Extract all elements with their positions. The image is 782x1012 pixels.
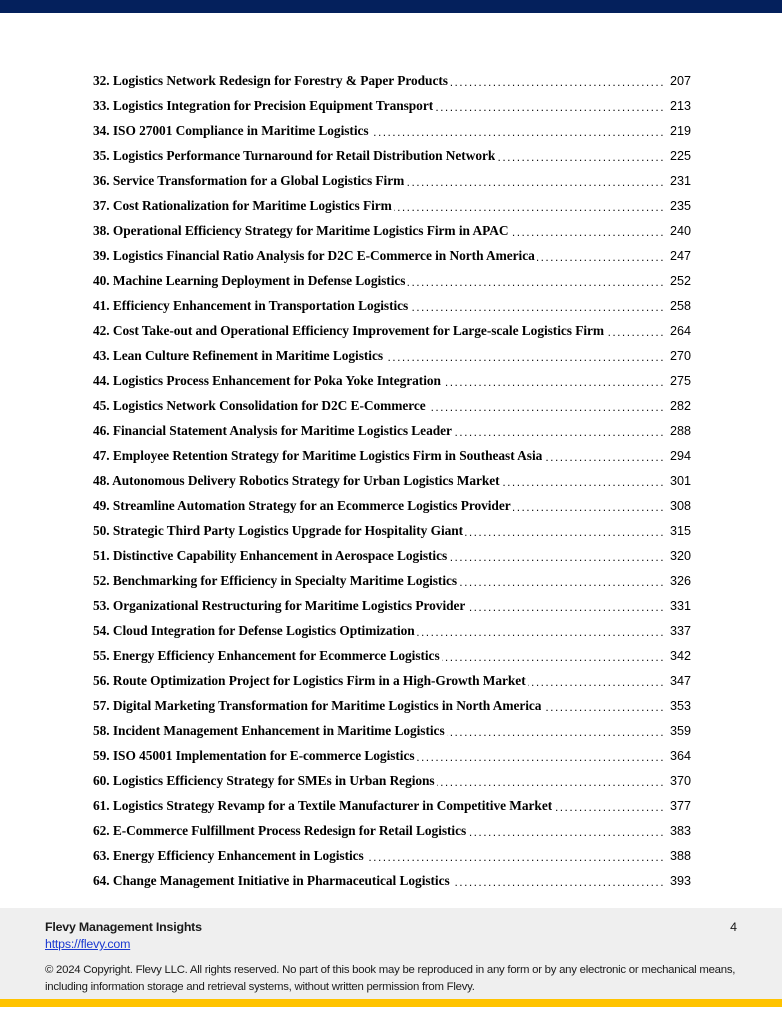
toc-leader-dots	[410, 305, 665, 318]
toc-entry-page-number: 235	[669, 199, 691, 213]
toc-entry-page-number: 320	[669, 549, 691, 563]
toc-entry-title: 57. Digital Marketing Transformation for Maritime Logistics in North America	[93, 698, 542, 713]
toc-entry-page-number: 308	[669, 499, 691, 513]
toc-entry-title: 64. Change Management Initiative in Pharmaceutical Logistics	[93, 873, 450, 888]
toc-entry-title: 35. Logistics Performance Turnaround for Retail Distribution Network	[93, 148, 496, 163]
toc-leader-dots	[528, 680, 665, 693]
toc-entry-page-number: 347	[669, 674, 691, 688]
toc-entry[interactable]	[93, 343, 691, 368]
toc-leader-dots	[371, 130, 665, 143]
toc-entry[interactable]	[93, 168, 691, 193]
toc-entry[interactable]	[93, 118, 691, 143]
toc-entry-page-number: 252	[669, 274, 691, 288]
toc-entry[interactable]	[93, 293, 691, 318]
toc-leader-dots	[497, 155, 665, 168]
toc-entry-page-number: 337	[669, 624, 691, 638]
toc-leader-dots	[450, 80, 665, 93]
toc-entry[interactable]	[93, 818, 691, 843]
toc-entry-title: 39. Logistics Financial Ratio Analysis for D2C E-Commerce in North America	[93, 248, 535, 263]
toc-leader-dots	[366, 855, 665, 868]
toc-entry[interactable]	[93, 718, 691, 743]
toc-entry-title: 38. Operational Efficiency Strategy for Maritime Logistics Firm in APAC	[93, 223, 509, 238]
toc-entry-title: 51. Distinctive Capability Enhancement in Aerospace Logistics	[93, 548, 448, 563]
toc-entry-page-number: 370	[669, 774, 691, 788]
toc-entry-page-number: 353	[669, 699, 691, 713]
toc-leader-dots	[543, 705, 665, 718]
toc-entry-title: 54. Cloud Integration for Defense Logistics Optimization	[93, 623, 415, 638]
toc-leader-dots	[428, 405, 665, 418]
toc-entry-title: 60. Logistics Efficiency Strategy for SMEs in Urban Regions	[93, 773, 435, 788]
toc-entry-page-number: 326	[669, 574, 691, 588]
bottom-accent-bar	[0, 999, 782, 1007]
toc-leader-dots	[510, 230, 665, 243]
toc-entry-page-number: 364	[669, 749, 691, 763]
top-accent-bar	[0, 0, 782, 13]
toc-leader-dots	[537, 255, 665, 268]
toc-leader-dots	[513, 505, 665, 518]
toc-leader-dots	[435, 105, 665, 118]
toc-entry[interactable]	[93, 243, 691, 268]
toc-entry[interactable]	[93, 618, 691, 643]
toc-entry-title: 63. Energy Efficiency Enhancement in Logistics	[93, 848, 364, 863]
toc-entry-title: 43. Lean Culture Refinement in Maritime Logistics	[93, 348, 383, 363]
toc-entry[interactable]	[93, 743, 691, 768]
toc-leader-dots	[468, 830, 665, 843]
toc-entry-page-number: 264	[669, 324, 691, 338]
toc-entry-page-number: 247	[669, 249, 691, 263]
toc-leader-dots	[417, 755, 665, 768]
toc-leader-dots	[406, 180, 665, 193]
toc-entry[interactable]	[93, 193, 691, 218]
toc-entry[interactable]	[93, 568, 691, 593]
footer-copyright-notice: © 2024 Copyright. Flevy LLC. All rights reserved. No part of this book may be reproduced in any form or by any electronic or mechanical means, including information storage and retrieval systems, without written permission from Flevy.	[45, 964, 736, 993]
toc-entry-title: 34. ISO 27001 Compliance in Maritime Logistics	[93, 123, 369, 138]
toc-entry[interactable]	[93, 493, 691, 518]
toc-leader-dots	[443, 380, 665, 393]
toc-entry-title: 44. Logistics Process Enhancement for Poka Yoke Integration	[93, 373, 441, 388]
toc-entry-title: 40. Machine Learning Deployment in Defense Logistics	[93, 273, 406, 288]
toc-entry-title: 50. Strategic Third Party Logistics Upgrade for Hospitality Giant	[93, 523, 464, 538]
toc-leader-dots	[394, 205, 665, 218]
toc-entry-title: 53. Organizational Restructuring for Maritime Logistics Provider	[93, 598, 466, 613]
toc-entry-title: 52. Benchmarking for Efficiency in Specialty Maritime Logistics	[93, 573, 458, 588]
toc-leader-dots	[606, 330, 665, 343]
toc-entry-page-number: 383	[669, 824, 691, 838]
toc-entry-title: 58. Incident Management Enhancement in Maritime Logistics	[93, 723, 445, 738]
toc-leader-dots	[452, 880, 665, 893]
toc-leader-dots	[502, 480, 665, 493]
toc-entry-page-number: 342	[669, 649, 691, 663]
toc-entry-page-number: 377	[669, 799, 691, 813]
toc-entry-page-number: 225	[669, 149, 691, 163]
toc-entry-page-number: 207	[669, 74, 691, 88]
toc-entry-title: 32. Logistics Network Redesign for Forestry & Paper Products	[93, 73, 448, 88]
toc-leader-dots	[447, 730, 665, 743]
footer-page-number: 4	[730, 920, 737, 934]
toc-entry-title: 36. Service Transformation for a Global Logistics Firm	[93, 173, 405, 188]
toc-entry-title: 42. Cost Take-out and Operational Efficiency Improvement for Large-scale Logistics Firm	[93, 323, 605, 338]
toc-leader-dots	[385, 355, 665, 368]
toc-leader-dots	[442, 655, 665, 668]
toc-entry-page-number: 282	[669, 399, 691, 413]
toc-entry[interactable]	[93, 268, 691, 293]
footer-brand-name: Flevy Management Insights	[45, 920, 202, 934]
toc-entry-page-number: 213	[669, 99, 691, 113]
toc-entry[interactable]	[93, 668, 691, 693]
toc-entry[interactable]	[93, 843, 691, 868]
toc-entry[interactable]	[93, 693, 691, 718]
toc-entry-page-number: 240	[669, 224, 691, 238]
page-footer	[0, 908, 782, 999]
toc-entry[interactable]	[93, 418, 691, 443]
footer-brand-block	[45, 919, 737, 953]
toc-leader-dots	[407, 280, 665, 293]
toc-entry[interactable]	[93, 218, 691, 243]
toc-entry[interactable]	[93, 868, 691, 893]
toc-entry[interactable]	[93, 443, 691, 468]
toc-entry-title: 61. Logistics Strategy Revamp for a Textile Manufacturer in Competitive Market	[93, 798, 553, 813]
toc-entry[interactable]	[93, 593, 691, 618]
table-of-contents	[93, 68, 691, 893]
toc-entry-title: 49. Streamline Automation Strategy for an Ecommerce Logistics Provider	[93, 498, 511, 513]
toc-leader-dots	[467, 605, 665, 618]
toc-entry-title: 45. Logistics Network Consolidation for D2C E-Commerce	[93, 398, 426, 413]
toc-leader-dots	[437, 780, 665, 793]
toc-leader-dots	[449, 555, 665, 568]
toc-entry-page-number: 294	[669, 449, 691, 463]
toc-entry-page-number: 275	[669, 374, 691, 388]
toc-entry-page-number: 388	[669, 849, 691, 863]
toc-entry[interactable]	[93, 793, 691, 818]
toc-entry[interactable]	[93, 543, 691, 568]
toc-entry[interactable]	[93, 768, 691, 793]
toc-entry[interactable]	[93, 468, 691, 493]
toc-entry-page-number: 301	[669, 474, 691, 488]
toc-entry[interactable]	[93, 643, 691, 668]
toc-entry[interactable]	[93, 518, 691, 543]
toc-entry-page-number: 270	[669, 349, 691, 363]
toc-entry-title: 48. Autonomous Delivery Robotics Strategy for Urban Logistics Market	[93, 473, 500, 488]
toc-entry-title: 47. Employee Retention Strategy for Maritime Logistics Firm in Southeast Asia	[93, 448, 543, 463]
toc-entry-title: 62. E-Commerce Fulfillment Process Redesign for Retail Logistics	[93, 823, 467, 838]
toc-entry-page-number: 393	[669, 874, 691, 888]
toc-leader-dots	[417, 630, 665, 643]
toc-entry-page-number: 331	[669, 599, 691, 613]
toc-entry-title: 37. Cost Rationalization for Maritime Logistics Firm	[93, 198, 392, 213]
toc-leader-dots	[454, 430, 665, 443]
toc-entry[interactable]	[93, 318, 691, 343]
toc-entry-page-number: 258	[669, 299, 691, 313]
toc-entry-title: 59. ISO 45001 Implementation for E-commerce Logistics	[93, 748, 415, 763]
footer-website-link[interactable]: https://flevy.com	[45, 937, 131, 951]
toc-leader-dots	[465, 530, 665, 543]
toc-entry-title: 46. Financial Statement Analysis for Maritime Logistics Leader	[93, 423, 452, 438]
toc-entry-title: 33. Logistics Integration for Precision Equipment Transport	[93, 98, 434, 113]
toc-entry-page-number: 359	[669, 724, 691, 738]
toc-leader-dots	[459, 580, 665, 593]
toc-entry-title: 41. Efficiency Enhancement in Transportation Logistics	[93, 298, 409, 313]
toc-entry-title: 56. Route Optimization Project for Logistics Firm in a High-Growth Market	[93, 673, 526, 688]
toc-entry[interactable]	[93, 143, 691, 168]
toc-leader-dots	[544, 455, 665, 468]
toc-entry-page-number: 231	[669, 174, 691, 188]
toc-entry[interactable]	[93, 93, 691, 118]
toc-entry-page-number: 315	[669, 524, 691, 538]
toc-entry-page-number: 288	[669, 424, 691, 438]
toc-entry[interactable]	[93, 68, 691, 93]
toc-entry-title: 55. Energy Efficiency Enhancement for Ecommerce Logistics	[93, 648, 440, 663]
toc-leader-dots	[554, 805, 665, 818]
toc-entry-page-number: 219	[669, 124, 691, 138]
toc-entry[interactable]	[93, 393, 691, 418]
toc-entry[interactable]	[93, 368, 691, 393]
